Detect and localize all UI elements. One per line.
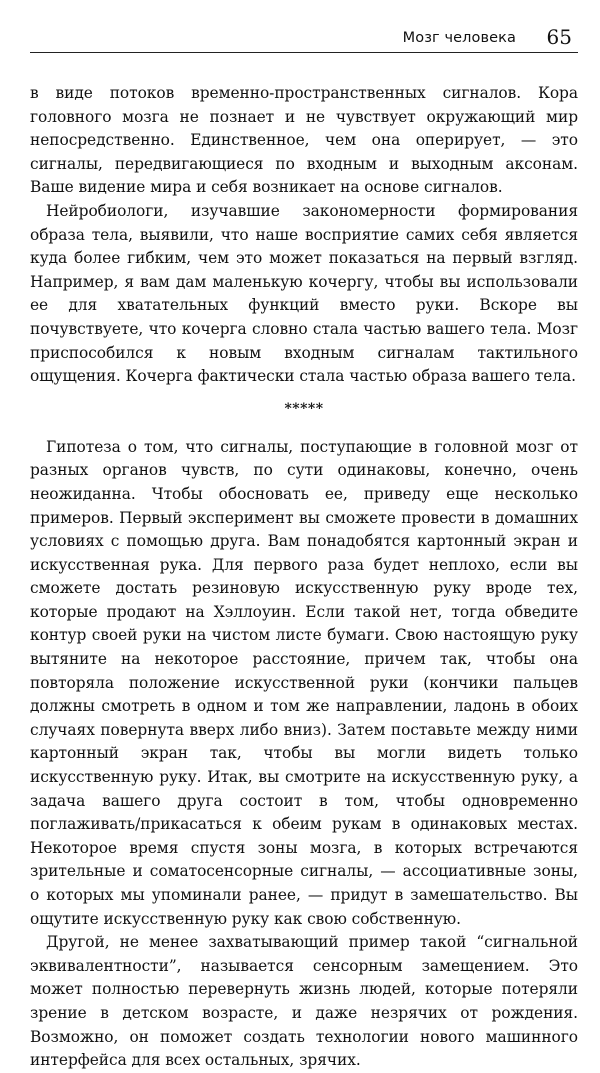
paragraph: Нейробиологи, изучавшие закономерности формирования образа тела, выявили, что наше восприятие самих себя является куда более гибким, чем это может показаться на первый взгляд. Например, я вам дам маленькую кочергу, чтобы вы использовали ее для хватательных функций вместо руки. Вскоре вы почувствуете, что кочерга словно стала частью вашего тела. Мозг приспособился к новым входным сигналам тактильного ощущения. Кочерга фактически стала частью образа вашего тела.: [30, 201, 578, 386]
running-title: Мозг человека: [402, 30, 516, 46]
book-page: [30, 22, 578, 1073]
running-header: [30, 22, 578, 53]
section-separator: *****: [284, 400, 324, 417]
paragraph: Гипотеза о том, что сигналы, поступающие в головной мозг от разных органов чувств, по сути одинаковы, конечно, очень неожиданна. Чтобы обосновать ее, приведу еще несколько примеров. Первый эксперимент вы сможете провести в домашних условиях с помощью друга. Вам понадобятся картонный экран и искусственная рука. Для первого раза будет неплохо, если вы сможете достать резиновую искусственную руку вроде тех, которые продают на Хэллоуин. Если такой нет, тогда обведите контур своей руки на чистом листе бумаги. Свою настоящую руку вытяните на некоторое расстояние, причем так, чтобы она повторяла положение искусственной руки (кончики пальцев должны смотреть в одном и том же направлении, ладонь в обоих случаях повернута вверх либо вниз). Затем поставьте между ними картонный экран так, чтобы вы могли видеть только искусственную руку. Итак, вы смотрите на искусственную руку, а задача вашего друга состоит в том, чтобы одновременно поглаживать/прикасаться к обеим рукам в одинаковых местах. Некоторое время спустя зоны мозга, в которых встречаются зрительные и соматосенсорные сигналы, — ассоциативные зоны, о которых мы упоминали ранее, — придут в замешательство. Вы ощутите искусственную руку как свою собственную.: [30, 437, 578, 928]
page-number: 65: [546, 25, 572, 49]
paragraph: в виде потоков временно-пространственных сигналов. Кора головного мозга не познает и не чувствует окружающий мир непосредственно. Единственное, чем она оперирует, — это сигналы, передвигающиеся по входным и выходным аксонам. Ваше видение мира и себя возникает на основе сигналов.: [30, 84, 578, 197]
paragraph: Другой, не менее захватывающий пример такой “сигнальной эквивалентности”, называется сенсорным замещением. Это может полностью перевернуть жизнь людей, которые потеряли зрение в детском возрасте, и даже незрячих от рождения. Возможно, он поможет создать технологии нового машинного интерфейса для всех остальных, зрячих.: [30, 933, 578, 1070]
body-text: [30, 82, 578, 1073]
